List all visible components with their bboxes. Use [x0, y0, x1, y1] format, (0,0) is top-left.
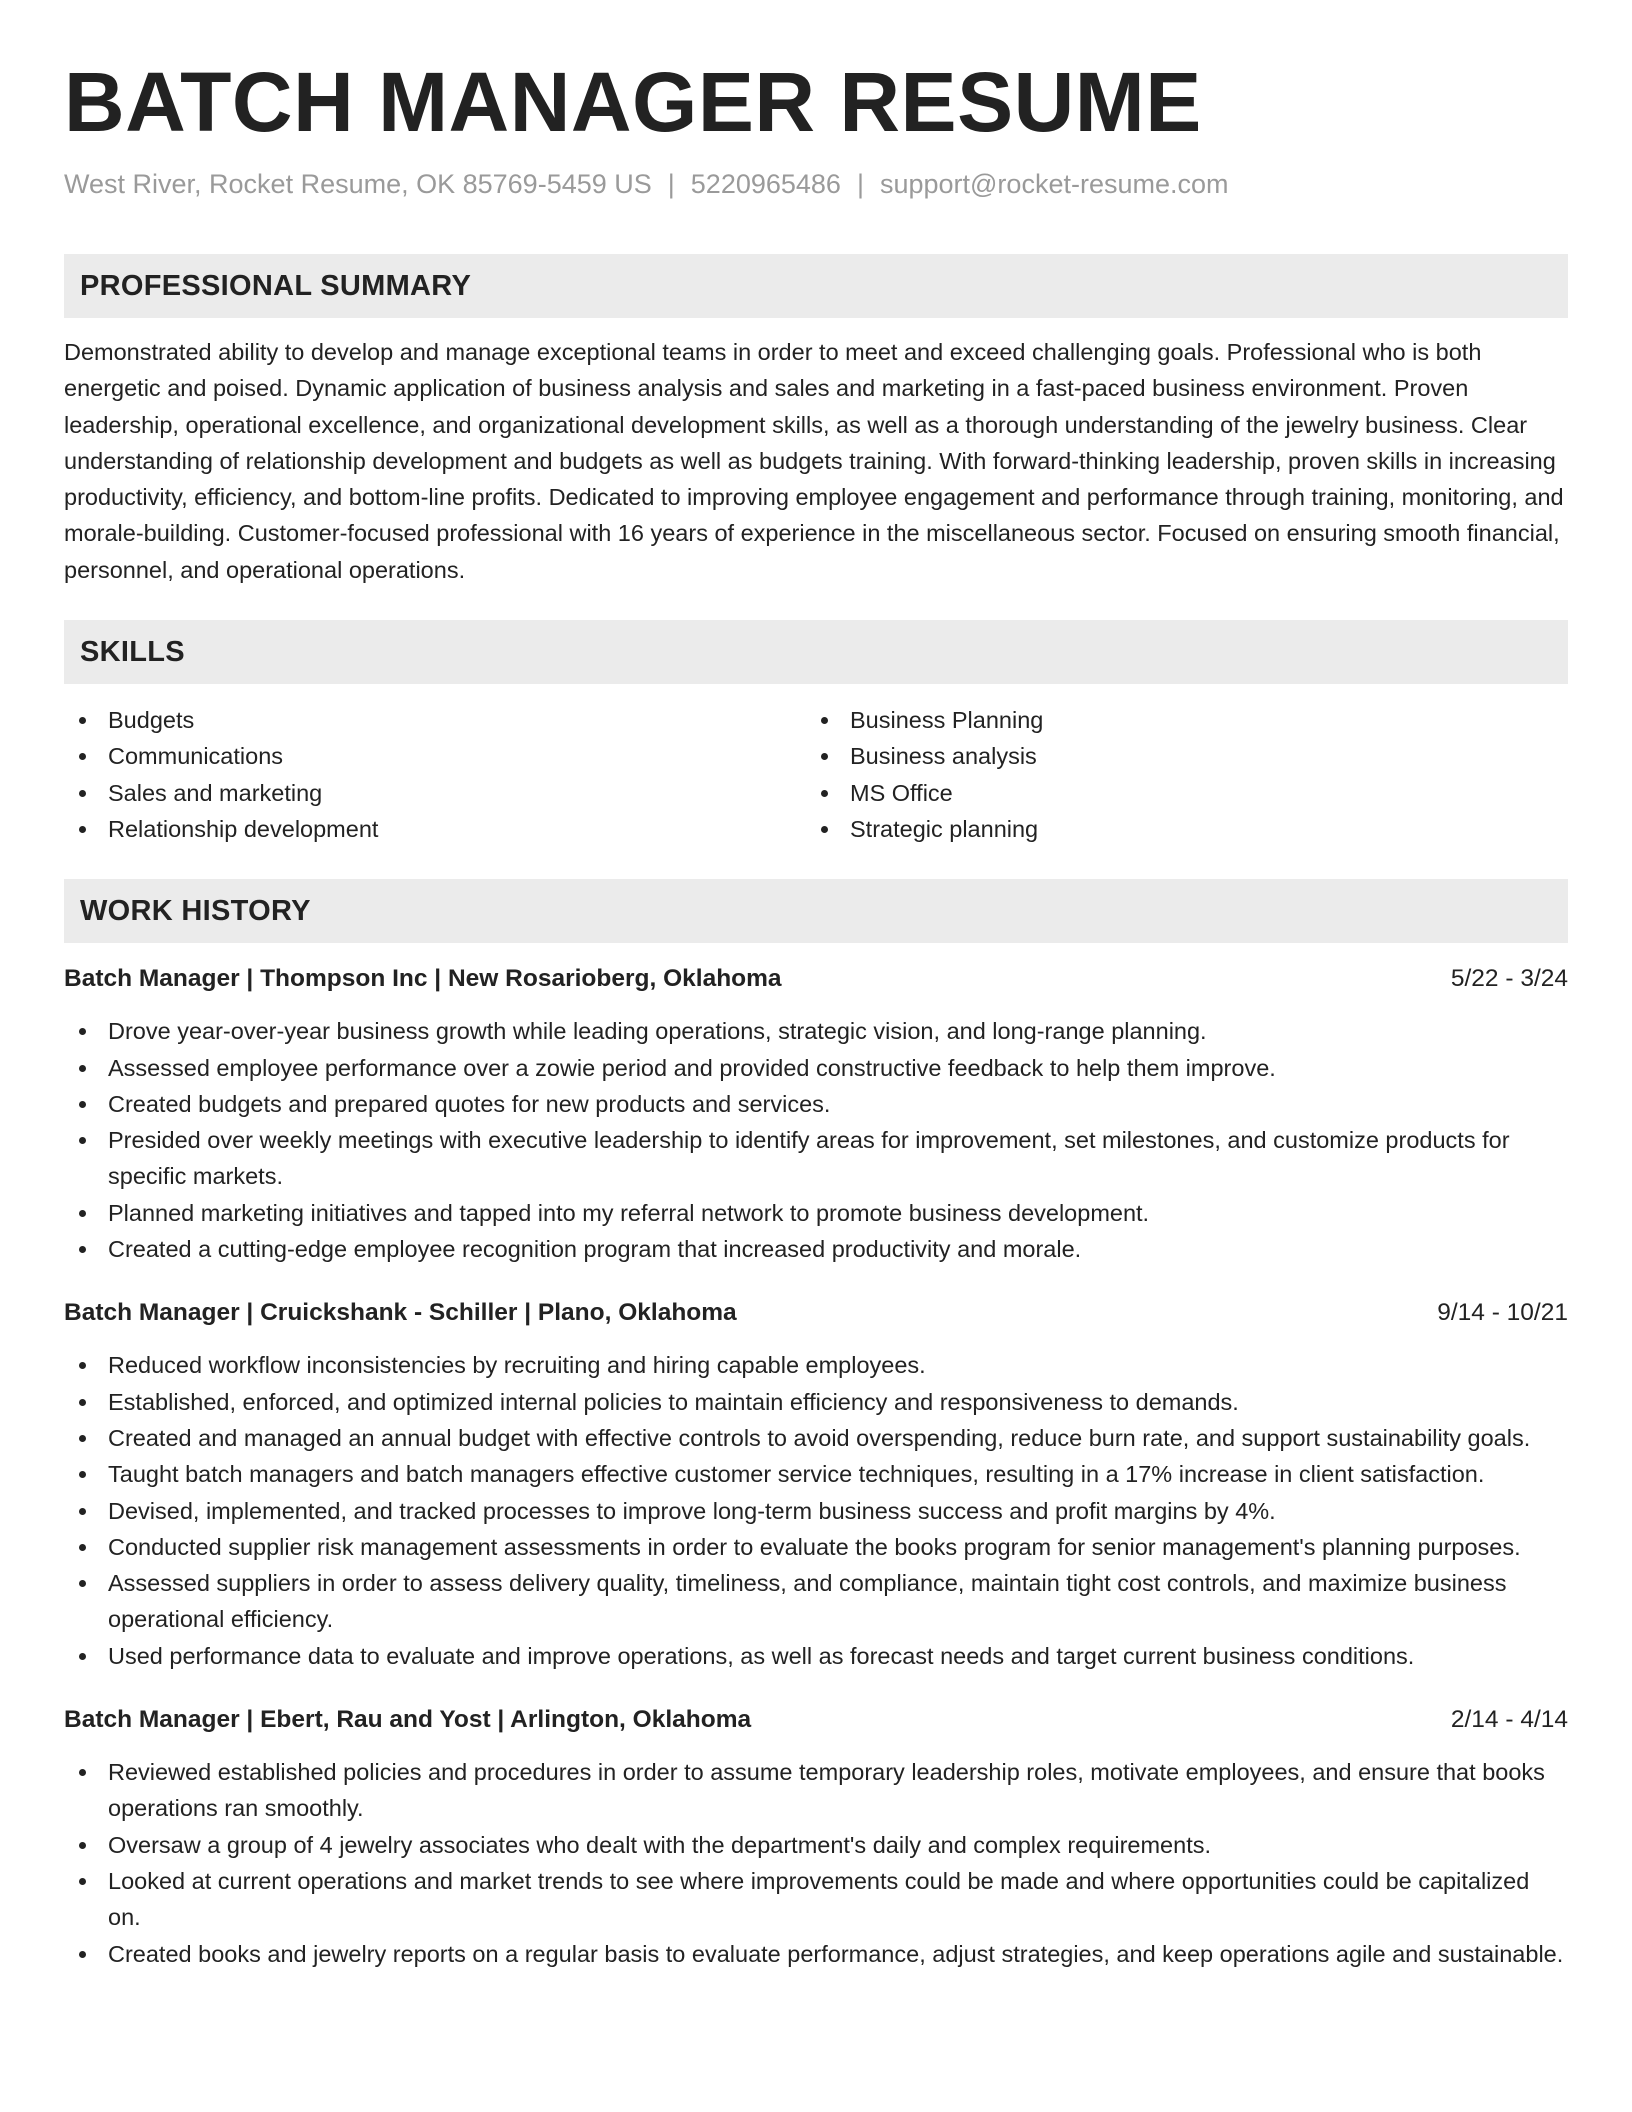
- job-header: [64, 1702, 1568, 1738]
- job-bullet: Created budgets and prepared quotes for new products and services.: [64, 1086, 1568, 1122]
- summary-text: Demonstrated ability to develop and manage exceptional teams in order to meet and exceed challenging goals. Professional who is both energetic and poised. Dynamic application of business analysis and sales and marketing in a fast-paced business environment. Proven leadership, operational excellence, and organizational development skills, as well as a thorough understanding of the jewelry business. Clear understanding of relationship development and budgets as well as budgets training. With forward-thinking leadership, proven skills in increasing productivity, efficiency, and bottom-line profits. Dedicated to improving employee engagement and performance through training, monitoring, and morale-building. Customer-focused professional with 16 years of experience in the miscellaneous sector. Focused on ensuring smooth financial, personnel, and operational operations.: [64, 339, 1564, 583]
- section-header-skills: SKILLS: [64, 620, 1568, 684]
- skill-item: Relationship development: [64, 811, 806, 847]
- job-dates: 5/22 - 3/24: [1450, 965, 1568, 993]
- skills-list-left: [64, 702, 806, 847]
- skill-item: Business analysis: [806, 738, 1548, 774]
- job-bullet: Planned marketing initiatives and tapped into my referral network to promote business development.: [64, 1195, 1568, 1231]
- job-bullet: Looked at current operations and market trends to see where improvements could be made and where opportunities could be capitalized on.: [64, 1863, 1568, 1936]
- skill-item: Budgets: [64, 702, 806, 738]
- resume-page: [64, 52, 1568, 1972]
- skill-item: Strategic planning: [806, 811, 1548, 847]
- job-bullet: Oversaw a group of 4 jewelry associates who dealt with the department's daily and complex requirements.: [64, 1827, 1568, 1863]
- job-entry: [64, 961, 1568, 1267]
- job-bullet: Used performance data to evaluate and improve operations, as well as forecast needs and target current business conditions.: [64, 1638, 1568, 1674]
- skill-item: MS Office: [806, 775, 1548, 811]
- job-bullets: [64, 1013, 1568, 1267]
- job-bullets: [64, 1347, 1568, 1674]
- contact-separator: |: [667, 169, 675, 199]
- job-bullet: Created and managed an annual budget with effective controls to avoid overspending, reduce burn rate, and support sustainability goals.: [64, 1420, 1568, 1456]
- skill-item: Sales and marketing: [64, 775, 806, 811]
- job-title: Batch Manager | Thompson Inc | New Rosarioberg, Oklahoma: [64, 965, 782, 993]
- job-dates: 9/14 - 10/21: [1437, 1299, 1568, 1327]
- job-title: Batch Manager | Ebert, Rau and Yost | Arlington, Oklahoma: [64, 1706, 752, 1734]
- skill-item: Business Planning: [806, 702, 1548, 738]
- job-bullet: Reduced workflow inconsistencies by recruiting and hiring capable employees.: [64, 1347, 1568, 1383]
- job-bullet: Drove year-over-year business growth while leading operations, strategic vision, and long-range planning.: [64, 1013, 1568, 1049]
- contact-address: West River, Rocket Resume, OK 85769-5459 US: [64, 169, 652, 199]
- contact-line: [64, 166, 1568, 202]
- contact-separator: |: [856, 169, 864, 199]
- job-dates: 2/14 - 4/14: [1450, 1706, 1568, 1734]
- contact-email: support@rocket-resume.com: [879, 169, 1229, 199]
- job-bullet: Created a cutting-edge employee recognition program that increased productivity and morale.: [64, 1231, 1568, 1267]
- job-bullet: Devised, implemented, and tracked processes to improve long-term business success and profit margins by 4%.: [64, 1493, 1568, 1529]
- job-bullet: Created books and jewelry reports on a regular basis to evaluate performance, adjust strategies, and keep operations agile and sustainable.: [64, 1936, 1568, 1972]
- contact-phone: 5220965486: [690, 169, 841, 199]
- job-bullet: Assessed employee performance over a zowie period and provided constructive feedback to help them improve.: [64, 1050, 1568, 1086]
- section-header-work-history: WORK HISTORY: [64, 879, 1568, 943]
- job-bullet: Assessed suppliers in order to assess delivery quality, timeliness, and compliance, maintain tight cost controls, and maximize business operational efficiency.: [64, 1565, 1568, 1638]
- job-entry: [64, 1295, 1568, 1674]
- skills-list-right: [806, 702, 1548, 847]
- job-bullet: Reviewed established policies and procedures in order to assume temporary leadership roles, motivate employees, and ensure that books operations ran smoothly.: [64, 1754, 1568, 1827]
- section-header-summary: PROFESSIONAL SUMMARY: [64, 254, 1568, 318]
- job-header: [64, 1295, 1568, 1331]
- skill-item: Communications: [64, 738, 806, 774]
- job-title: Batch Manager | Cruickshank - Schiller | Plano, Oklahoma: [64, 1299, 737, 1327]
- job-bullets: [64, 1754, 1568, 1972]
- job-bullet: Established, enforced, and optimized internal policies to maintain efficiency and responsiveness to demands.: [64, 1384, 1568, 1420]
- job-bullet: Presided over weekly meetings with executive leadership to identify areas for improvement, set milestones, and customize products for specific markets.: [64, 1122, 1568, 1195]
- job-entry: [64, 1702, 1568, 1972]
- skills-columns: [64, 702, 1568, 847]
- job-header: [64, 961, 1568, 997]
- resume-title: BATCH MANAGER RESUME: [64, 55, 1202, 149]
- job-bullet: Conducted supplier risk management assessments in order to evaluate the books program for senior management's planning purposes.: [64, 1529, 1568, 1565]
- job-bullet: Taught batch managers and batch managers effective customer service techniques, resulting in a 17% increase in client satisfaction.: [64, 1456, 1568, 1492]
